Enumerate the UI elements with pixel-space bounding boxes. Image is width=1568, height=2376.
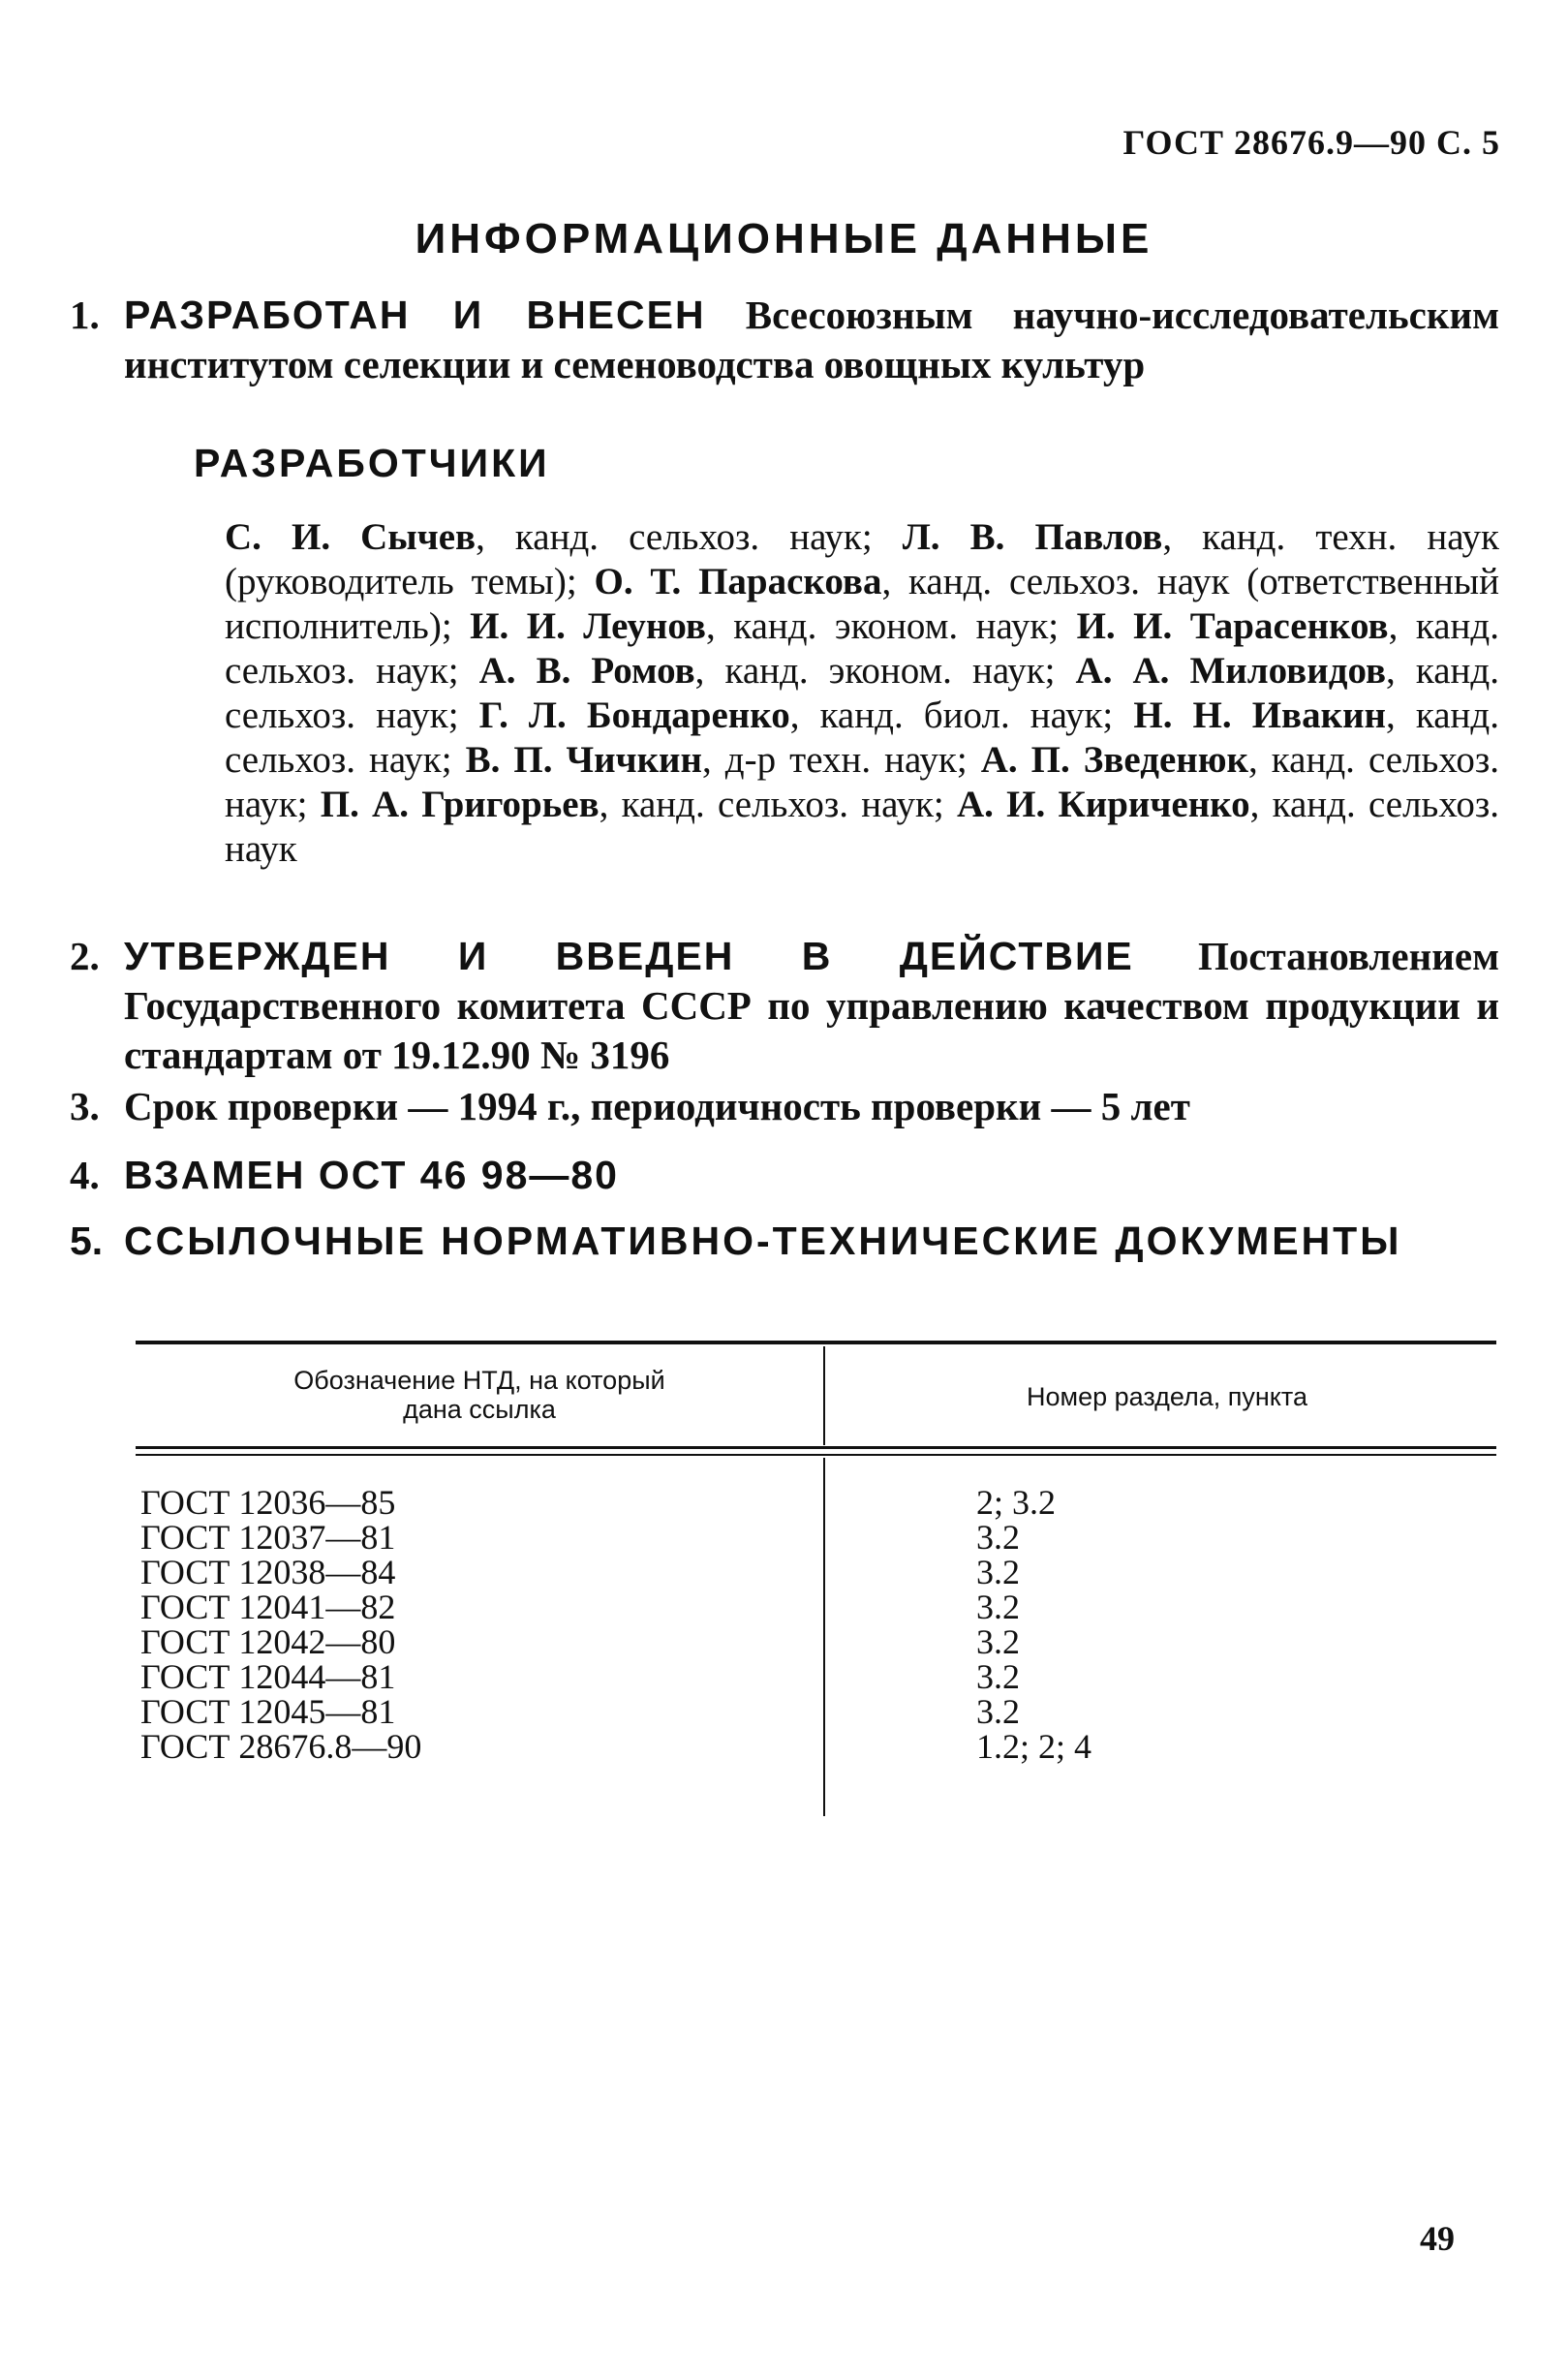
- developer-entry: О. Т. Параскова, канд. сельхоз. наук (ответственный исполнитель);: [225, 561, 1500, 647]
- table-header-rule-2: [136, 1454, 1496, 1456]
- section-text: ВЗАМЕН ОСТ 46 98—80: [124, 1153, 619, 1197]
- table-cell-section: 3.2: [976, 1692, 1020, 1731]
- table-body-divider: [823, 1458, 825, 1816]
- table-cell-doc: ГОСТ 12044—81: [140, 1657, 396, 1696]
- developers-list: [225, 515, 1499, 872]
- developer-entry: В. П. Чичкин, д-р техн. наук;: [465, 739, 981, 781]
- table-cell-doc: ГОСТ 12036—85: [140, 1483, 396, 1522]
- section-number: 1.: [70, 293, 100, 337]
- section-1: [70, 291, 1499, 389]
- table-header-section: Номер раздела, пункта: [1027, 1382, 1307, 1411]
- developer-entry: П. А. Григорьев, канд. сельхоз. наук;: [320, 784, 957, 825]
- developer-entry: Н. Н. Ивакин, канд. сельхоз. наук;: [225, 694, 1499, 781]
- table-cell-doc: ГОСТ 12038—84: [140, 1553, 396, 1591]
- developer-entry: А. П. Зведенюк, канд. сельхоз. наук;: [225, 739, 1499, 825]
- table-column-sections: [976, 1485, 1091, 1764]
- table-cell-doc: ГОСТ 12042—80: [140, 1622, 396, 1661]
- table-cell-section: 3.2: [976, 1518, 1020, 1557]
- document-reference: ГОСТ 28676.9—90 С. 5: [1122, 123, 1500, 162]
- table-cell-doc: ГОСТ 12037—81: [140, 1518, 396, 1557]
- section-text: Срок проверки — 1994 г., периодичность проверки — 5 лет: [124, 1084, 1190, 1128]
- section-number: 3.: [70, 1084, 100, 1128]
- section-text: Всесоюзным научно-исследовательским институтом селекции и семеноводства овощных культур: [124, 293, 1499, 386]
- developer-entry: С. И. Сычев, канд. сельхоз. наук;: [225, 516, 903, 558]
- table-cell-doc: ГОСТ 12041—82: [140, 1588, 396, 1626]
- section-number: 5.: [70, 1219, 104, 1263]
- table-column-documents: [140, 1485, 421, 1764]
- developer-entry: Л. В. Павлов, канд. техн. наук (руководитель темы);: [225, 516, 1499, 602]
- table-header-divider: [823, 1346, 825, 1445]
- section-heading: РАЗРАБОТАН И ВНЕСЕН: [124, 293, 706, 337]
- table-cell-section: 3.2: [976, 1588, 1020, 1626]
- section-3: [70, 1082, 1499, 1131]
- section-5: [70, 1217, 1499, 1266]
- table-cell-section: 3.2: [976, 1657, 1020, 1696]
- page-title: ИНФОРМАЦИОННЫЕ ДАННЫЕ: [415, 215, 1153, 262]
- section-2: [70, 932, 1500, 1080]
- table-cell-doc: ГОСТ 28676.8—90: [140, 1727, 422, 1766]
- developer-entry: А. А. Миловидов, канд. сельхоз. наук;: [225, 650, 1499, 736]
- section-4: [70, 1151, 1499, 1200]
- developer-entry: А. В. Ромов, канд. эконом. наук;: [478, 650, 1076, 692]
- section-text: Постановлением Государственного комитета СССР по управлению качеством продукции и стандартам от 19.12.90 № 3196: [124, 934, 1500, 1077]
- table-cell-section: 3.2: [976, 1553, 1020, 1591]
- section-text: ССЫЛОЧНЫЕ НОРМАТИВНО-ТЕХНИЧЕСКИЕ ДОКУМЕНТЫ: [124, 1219, 1402, 1263]
- developer-entry: А. И. Кириченко, канд. сельхоз. наук: [225, 784, 1499, 870]
- table-header-rule: [136, 1446, 1496, 1449]
- section-number: 4.: [70, 1153, 100, 1197]
- section-number: 2.: [70, 934, 100, 978]
- developers-heading: РАЗРАБОТЧИКИ: [194, 441, 550, 485]
- table-cell-doc: ГОСТ 12045—81: [140, 1692, 396, 1731]
- table-top-rule: [136, 1341, 1496, 1344]
- table-cell-section: 3.2: [976, 1622, 1020, 1661]
- developer-entry: И. И. Тарасенков, канд. сельхоз. наук;: [225, 605, 1499, 692]
- developer-entry: И. И. Леунов, канд. эконом. наук;: [470, 605, 1077, 647]
- table-cell-section: 2; 3.2: [976, 1483, 1057, 1522]
- table-header-document: Обозначение НТД, на который дана ссылка: [293, 1366, 665, 1424]
- section-heading: УТВЕРЖДЕН И ВВЕДЕН В ДЕЙСТВИЕ: [124, 934, 1134, 978]
- page-number: 49: [1420, 2219, 1455, 2258]
- table-cell-section: 1.2; 2; 4: [976, 1727, 1092, 1766]
- developer-entry: Г. Л. Бондаренко, канд. биол. наук;: [478, 694, 1134, 736]
